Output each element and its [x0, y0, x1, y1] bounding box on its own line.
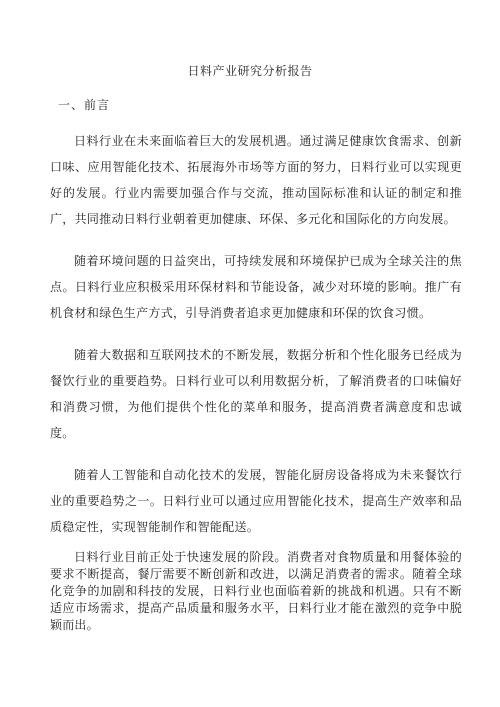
section-heading: 一、前言 — [58, 98, 111, 112]
paragraph-2: 随着环境问题的日益突出，可持续发展和环境保护已成为全球关注的焦点。日料行业应积极采用环保材料和节能设备，减少对环境的影响。推广有机食材和绿色生产方式，引导消费者追求更加健康和环保的饮食习惯。 — [50, 254, 462, 320]
paragraph-3: 随着大数据和互联网技术的不断发展，数据分析和个性化服务已经成为餐饮行业的重要趋势。日料行业可以利用数据分析，了解消费者的口味偏好和消费习惯，为他们提供个性化的菜单和服务，提高消费者满意度和忠诚度。 — [50, 348, 462, 440]
document-title: 日料产业研究分析报告 — [187, 64, 313, 78]
paragraph-1: 日料行业在未来面临着巨大的发展机遇。通过满足健康饮食需求、创新口味、应用智能化技术、拓展海外市场等方面的努力，日料行业可以实现更好的发展。行业内需要加强合作与交流，推动国际标准和认证的制定和推广，共同推动日料行业朝着更加健康、环保、多元化和国际化的方向发展。 — [50, 134, 462, 226]
paragraph-4: 随着人工智能和自动化技术的发展，智能化厨房设备将成为未来餐饮行业的重要趋势之一。日料行业可以通过应用智能化技术，提高生产效率和品质稳定性，实现智能制作和智能配送。 — [50, 468, 462, 534]
paragraph-5: 日料行业目前正处于快速发展的阶段。消费者对食物质量和用餐体验的要求不断提高，餐厅需要不断创新和改进，以满足消费者的需求。随着全球化竞争的加剧和科技的发展，日料行业也面临着新的挑战和机遇。只有不断适应市场需求，提高产品质量和服务水平，日料行业才能在激烈的竞争中脱颖而出。 — [50, 550, 462, 632]
